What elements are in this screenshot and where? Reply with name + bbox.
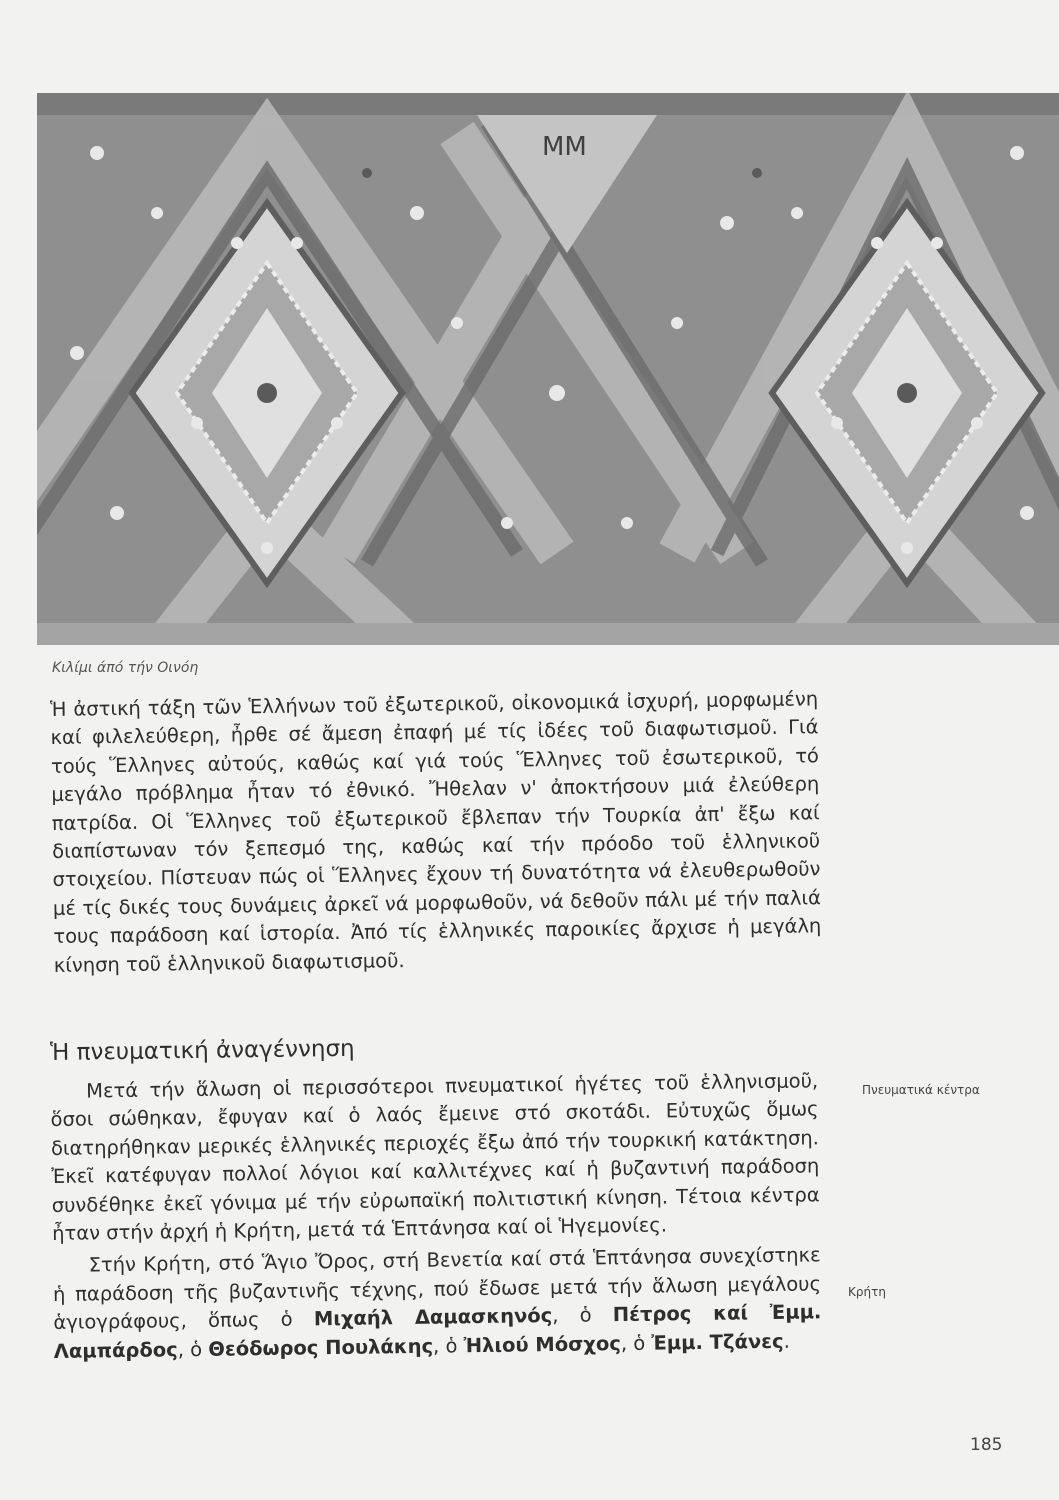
figure-caption: Κιλίμι άπό τήν Οινόη	[52, 660, 199, 676]
painter-name-4: Ἠλιού Μόσχος	[463, 1331, 622, 1357]
separator-1: , ὁ	[552, 1303, 613, 1328]
painter-name-5: Ἐμμ. Τζάνες	[651, 1329, 784, 1355]
section-body	[50, 1067, 822, 1366]
painter-name-2: Πέτρος καί Ἐμμ. Λαμπάρδος	[53, 1300, 822, 1363]
separator-2: , ὁ	[177, 1337, 209, 1361]
margin-note-spiritual-centers: Πνευματικά κέντρα	[862, 1083, 980, 1097]
paragraph-3-lead: Στήν Κρήτη, στό Ἅγιο Ὄρος, στή Βενετία καί στά Ἑπτάνησα συνεχίστηκε ἡ παράδοση τῆς βυζαντινῆς τέχνης, πού ἔδωσε μετά τήν ἅλωση μεγάλους ἁγιογράφους, ὅπως ὁ	[52, 1243, 822, 1335]
painter-name-1: Μιχαήλ Δαμασκηνός	[313, 1304, 553, 1331]
paragraph-2: Μετά τήν ἅλωση οἱ περισσότεροι πνευματικοί ἡγέτες τοῦ ἑλληνισμοῦ, ὅσοι σώθηκαν, ἔφυγαν καί ὁ λαός ἔμεινε στό σκοτάδι. Εὐτυχῶς ὅμως διατηρήθηκαν μερικές ἑλληνικές περιοχές ἔξω ἀπό τήν τουρκική κατάκτηση. Ἐκεῖ κατέφυγαν πολλοί λόγιοι καί καλλιτέχνες καί ἡ βυζαντινή παράδοση συνδέθηκε ἐκεῖ γόνιμα μέ τήν εὐρωπαϊκή πολιτιστική κίνηση. Τέτοια κέντρα ἦταν στήν ἀρχή ἡ Κρήτη, μετά τά Ἑπτάνησα καί οἱ Ἡγεμονίες.	[50, 1069, 820, 1246]
kilim-photo	[37, 93, 1059, 645]
separator-4: , ὁ	[620, 1331, 652, 1355]
intro-paragraph	[50, 685, 822, 980]
paragraph-3-end: .	[783, 1329, 790, 1353]
separator-3: , ὁ	[432, 1333, 464, 1358]
section-heading: Ἡ πνευματική ἀναγέννηση	[50, 1035, 355, 1066]
intro-paragraph-text: Ἡ ἀστική τάξη τῶν Ἑλλήνων τοῦ ἐξωτερικοῦ, οἰκονομικά ἰσχυρή, μορφωμένη καί φιλελεύθερη, ἦρθε σέ ἄμεση ἐπαφή μέ τίς ἰδέες τοῦ διαφωτισμοῦ. Γιά τούς Ἕλληνες αὐτούς, καθώς καί γιά τούς Ἕλληνες τοῦ ἐσωτερικοῦ, τό μεγάλο πρόβλημα ἦταν τό ἐθνικό. Ἤθελαν ν' ἀποκτήσουν μιά ἐλεύθερη πατρίδα. Οἱ Ἕλληνες τοῦ ἐξωτερικοῦ ἔβλεπαν τήν Τουρκία ἀπ' ἔξω καί διαπίστωναν τόν ξεπεσμό της, καθώς καί τήν πρόοδο τοῦ ἑλληνικοῦ στοιχείου. Πίστευαν πώς οἱ Ἕλληνες ἔχουν τή δυνατότητα νά ἐλευθερωθοῦν μέ τίς δικές τους δυνάμεις ἀρκεῖ νά μορφωθοῦν, νά δεθοῦν πάλι μέ τήν παλιά τους παράδοση καί ἱστορία. Ἀπό τίς ἑλληνικές παροικίες ἄρχισε ἡ μεγάλη κίνηση τοῦ ἑλληνικοῦ διαφωτισμοῦ.	[50, 687, 822, 977]
kilim-pattern	[37, 93, 1059, 645]
page-number: 185	[970, 1435, 1003, 1455]
margin-note-crete: Κρήτη	[848, 1285, 886, 1299]
paragraph-3	[52, 1242, 822, 1366]
woven-letters: MM	[542, 132, 587, 162]
painter-name-3: Θεόδωρος Πουλάκης	[208, 1334, 434, 1361]
